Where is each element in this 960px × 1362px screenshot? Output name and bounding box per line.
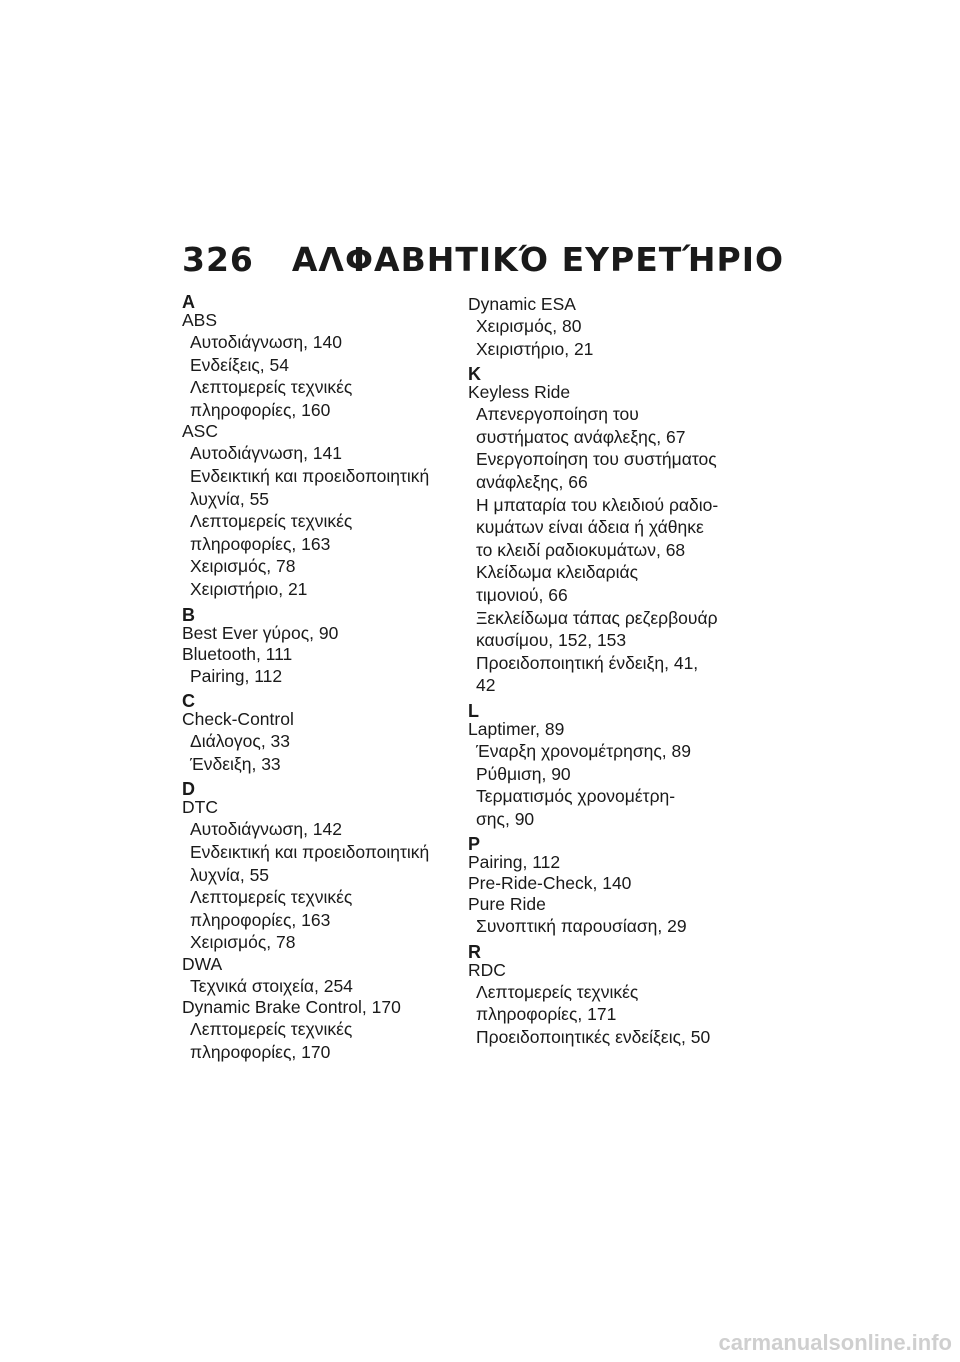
index-entry xyxy=(182,797,462,954)
subentry-line: Pairing, 112 xyxy=(190,665,283,686)
index-term: ABS xyxy=(182,310,218,330)
index-section xyxy=(182,294,462,601)
index-subentry xyxy=(182,886,462,931)
section-letter: A xyxy=(182,292,195,312)
index-column-right xyxy=(468,294,748,1055)
subentry-line: Ενδείξεις, 54 xyxy=(190,354,290,375)
index-subentry xyxy=(468,763,748,786)
subentry-line: συστήματος ανάφλεξης, 67 xyxy=(476,426,686,447)
subentry-line: Η μπαταρία του κλειδιού ραδιο- xyxy=(476,494,719,515)
subentry-line: Χειριστήριο, 21 xyxy=(476,338,594,359)
subentry-line: Συνοπτική παρουσίαση, 29 xyxy=(476,916,687,937)
index-subentry xyxy=(468,561,748,606)
index-term: RDC xyxy=(468,959,506,980)
subentry-line: Λεπτομερείς τεχνικές xyxy=(190,377,353,398)
index-entry xyxy=(468,382,748,697)
index-subentry xyxy=(182,354,462,377)
index-subentry xyxy=(182,975,462,998)
index-subentry xyxy=(468,915,748,938)
index-subentry xyxy=(182,442,462,465)
subentry-line: το κλειδί ραδιοκυμάτων, 68 xyxy=(476,539,686,560)
index-subentry xyxy=(182,753,462,776)
index-column-left xyxy=(182,294,462,1070)
page-number: 326 xyxy=(182,240,254,279)
subentry-line: Χειριστήριο, 21 xyxy=(190,578,308,599)
subentry-line: λυχνία, 55 xyxy=(190,488,270,509)
index-subentry xyxy=(182,818,462,841)
subentry-line: Χειρισμός, 78 xyxy=(190,932,296,953)
section-letter: P xyxy=(468,834,481,855)
subentry-line: λυχνία, 55 xyxy=(190,864,270,885)
index-term: DWA xyxy=(182,953,223,974)
subentry-line: Ρύθμιση, 90 xyxy=(476,763,571,784)
index-entry xyxy=(468,960,748,1049)
subentry-line: Αυτοδιάγνωση, 140 xyxy=(190,332,343,352)
index-term: Pre-Ride-Check, 140 xyxy=(468,873,632,894)
index-term: Dynamic ESA xyxy=(468,294,576,314)
subentry-line: σης, 90 xyxy=(476,808,535,829)
index-subentry xyxy=(468,740,748,763)
index-subentry xyxy=(468,448,748,493)
subentry-line: Ενδεικτική και προειδοποιητική xyxy=(190,465,430,486)
subentry-line: Λεπτομερείς τεχνικές xyxy=(190,1019,353,1040)
index-subentry xyxy=(182,578,462,601)
subentry-line: Αυτοδιάγνωση, 142 xyxy=(190,819,343,840)
index-subentry xyxy=(468,403,748,448)
subentry-line: Απενεργοποίηση του xyxy=(476,404,639,425)
subentry-line: Προειδοποιητικές ενδείξεις, 50 xyxy=(476,1027,711,1048)
subentry-line: Λεπτομερείς τεχνικές xyxy=(190,511,353,532)
index-entry xyxy=(182,954,462,998)
index-term: DTC xyxy=(182,797,218,818)
index-entry xyxy=(182,709,462,775)
section-letter: C xyxy=(182,691,195,712)
index-term: Pairing, 112 xyxy=(468,852,561,873)
subentry-line: τιμονιού, 66 xyxy=(476,584,568,605)
subentry-line: ανάφλεξης, 66 xyxy=(476,471,588,492)
index-section xyxy=(182,693,462,775)
subentry-line: Χειρισμός, 78 xyxy=(190,556,296,577)
index-term: Best Ever γύρος, 90 xyxy=(182,622,339,643)
watermark: carmanualsonline.info xyxy=(718,1330,952,1355)
index-section xyxy=(468,941,748,1049)
index-section xyxy=(182,604,462,688)
index-subentry xyxy=(182,730,462,753)
index-subentry xyxy=(468,338,748,361)
section-letter: L xyxy=(468,700,479,721)
index-term: Dynamic Brake Control, 170 xyxy=(182,997,401,1018)
index-section xyxy=(468,700,748,830)
index-term: Keyless Ride xyxy=(468,382,571,403)
subentry-line: Έναρξη χρονομέτρησης, 89 xyxy=(476,740,691,761)
subentry-line: Αυτοδιάγνωση, 141 xyxy=(190,443,343,464)
index-section xyxy=(468,836,748,938)
subentry-line: Λεπτομερείς τεχνικές xyxy=(190,887,353,908)
subentry-line: Προειδοποιητική ένδειξη, 41, xyxy=(476,652,699,673)
index-subentry xyxy=(468,1026,748,1049)
index-subentry xyxy=(468,785,748,830)
section-letter: R xyxy=(468,941,481,962)
subentry-line: Λεπτομερείς τεχνικές xyxy=(476,981,639,1002)
subentry-line: 42 xyxy=(476,675,496,696)
index-entry xyxy=(468,894,748,938)
index-entry xyxy=(182,421,462,600)
subentry-line: πληροφορίες, 170 xyxy=(190,1042,331,1063)
index-term: Bluetooth, 111 xyxy=(182,643,293,664)
subentry-line: Κλείδωμα κλειδαριάς xyxy=(476,562,639,583)
index-term: Check-Control xyxy=(182,709,294,730)
subentry-line: Τεχνικά στοιχεία, 254 xyxy=(190,975,353,996)
index-subentry xyxy=(468,315,748,338)
index-subentry xyxy=(182,555,462,578)
subentry-line: Ενεργοποίηση του συστήματος xyxy=(476,449,717,470)
index-subentry xyxy=(182,841,462,886)
subentry-line: πληροφορίες, 160 xyxy=(190,399,331,420)
index-subentry xyxy=(468,652,748,697)
index-section xyxy=(182,781,462,1063)
index-subentry xyxy=(182,376,462,421)
section-letter: K xyxy=(468,364,481,385)
index-entry xyxy=(182,623,462,644)
index-entry xyxy=(468,873,748,894)
index-entry xyxy=(182,997,462,1063)
section-letter: B xyxy=(182,604,195,625)
index-entry xyxy=(468,294,748,360)
subentry-line: πληροφορίες, 163 xyxy=(190,909,331,930)
index-subentry xyxy=(468,607,748,652)
subentry-line: Ξεκλείδωμα τάπας ρεζερβουάρ xyxy=(476,607,718,628)
index-subentry xyxy=(182,665,462,688)
index-term: Laptimer, 89 xyxy=(468,718,565,739)
subentry-line: Χειρισμός, 80 xyxy=(476,316,582,336)
index-subentry xyxy=(182,510,462,555)
subentry-line: κυμάτων είναι άδεια ή χάθηκε xyxy=(476,517,704,538)
index-subentry xyxy=(182,1018,462,1063)
subentry-line: Τερματισμός χρονομέτρη- xyxy=(476,786,676,807)
index-entry xyxy=(468,852,748,873)
subentry-line: πληροφορίες, 171 xyxy=(476,1004,617,1025)
index-entry xyxy=(468,719,748,830)
subentry-line: καυσίμου, 152, 153 xyxy=(476,630,627,651)
index-section xyxy=(468,294,748,360)
index-subentry xyxy=(468,981,748,1026)
index-subentry xyxy=(182,331,462,354)
index-entry xyxy=(182,644,462,688)
subentry-line: πληροφορίες, 163 xyxy=(190,533,331,554)
subentry-line: Ενδεικτική και προειδοποιητική xyxy=(190,841,430,862)
index-subentry xyxy=(182,931,462,954)
index-term: Pure Ride xyxy=(468,894,546,915)
page-title: ΑΛΦΑΒΗΤΙΚΌ ΕΥΡΕΤΉΡΙΟ xyxy=(291,240,785,279)
index-entry xyxy=(182,310,462,421)
index-section xyxy=(468,366,748,697)
subentry-line: Διάλογος, 33 xyxy=(190,731,291,752)
index-subentry xyxy=(468,494,748,562)
index-term: ASC xyxy=(182,421,218,442)
section-letter: D xyxy=(182,779,195,800)
index-subentry xyxy=(182,465,462,510)
subentry-line: Ένδειξη, 33 xyxy=(190,753,281,774)
page-header xyxy=(182,240,784,280)
